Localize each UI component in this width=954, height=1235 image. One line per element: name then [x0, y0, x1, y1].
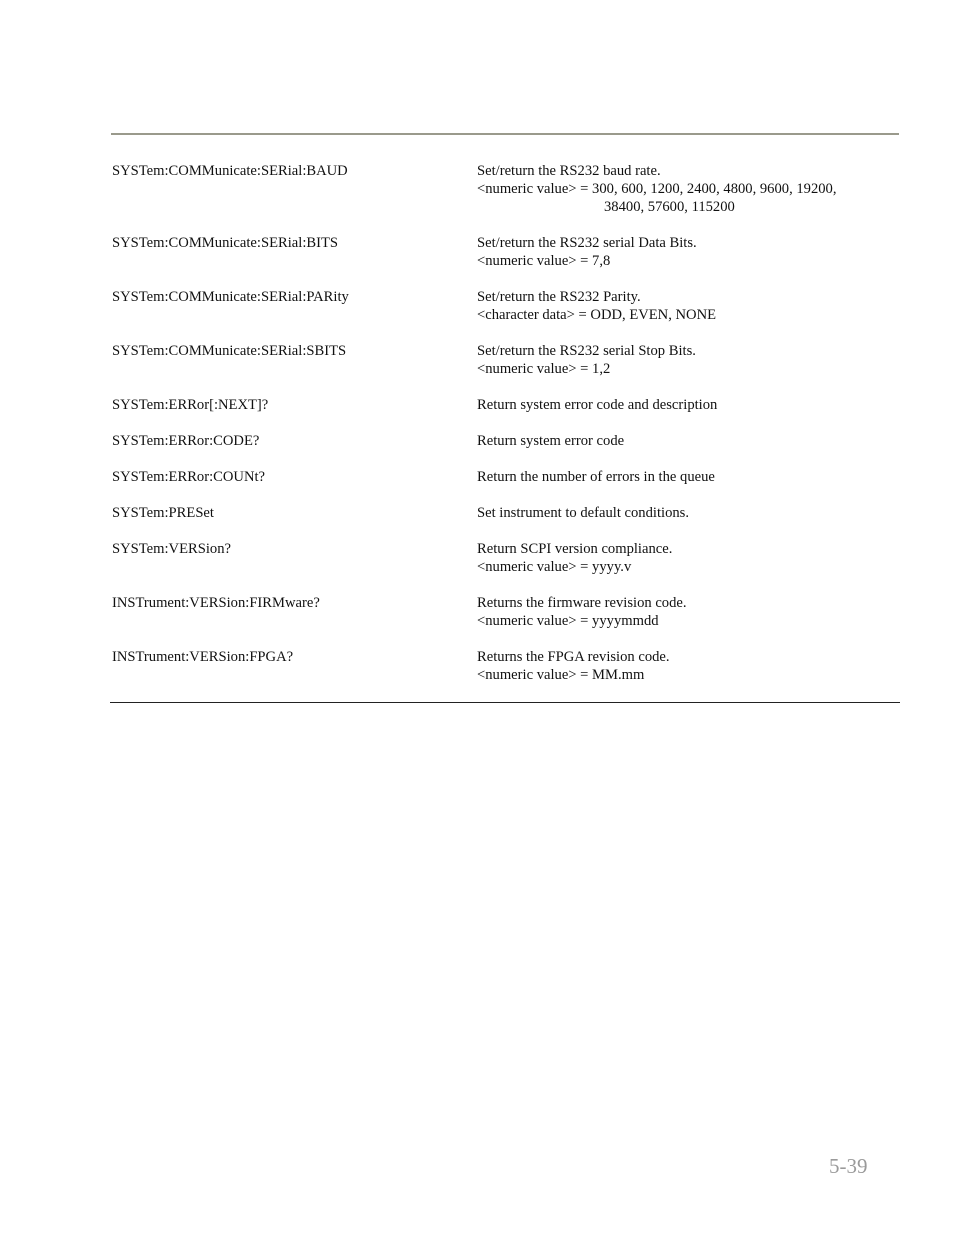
top-divider — [111, 133, 899, 135]
description-line: Return system error code — [477, 433, 625, 449]
description-line: Set/return the RS232 serial Stop Bits. — [477, 343, 696, 359]
description-line: Return the number of errors in the queue — [477, 469, 715, 485]
command-row — [112, 468, 892, 486]
description-line: Set/return the RS232 baud rate. — [477, 163, 661, 179]
command-description — [477, 288, 892, 324]
command-name: SYSTem:ERRor[:NEXT]? — [112, 397, 269, 413]
command-description — [477, 162, 892, 216]
command-name: SYSTem:PRESet — [112, 505, 214, 521]
command-name: SYSTem:VERSion? — [112, 541, 231, 557]
bottom-divider — [110, 702, 900, 703]
command-description — [477, 396, 892, 414]
command-description — [477, 468, 892, 486]
command-description — [477, 342, 892, 378]
command-row — [112, 432, 892, 450]
command-row — [112, 162, 892, 216]
command-description — [477, 594, 892, 630]
page-number: 5-39 — [829, 1154, 868, 1178]
command-row — [112, 648, 892, 684]
command-description — [477, 432, 892, 450]
command-row — [112, 342, 892, 378]
description-line: <numeric value> = 300, 600, 1200, 2400, 4800, 9600, 19200, — [477, 181, 837, 197]
command-description — [477, 648, 892, 684]
command-name: SYSTem:COMMunicate:SERial:SBITS — [112, 343, 347, 359]
description-line: Set/return the RS232 serial Data Bits. — [477, 235, 697, 251]
command-row — [112, 504, 892, 522]
description-line: <numeric value> = yyyymmdd — [477, 613, 659, 629]
command-name: SYSTem:ERRor:COUNt? — [112, 469, 266, 485]
description-line: Set instrument to default conditions. — [477, 505, 689, 521]
description-line: Return system error code and description — [477, 397, 718, 413]
command-name: SYSTem:COMMunicate:SERial:PARity — [112, 289, 349, 305]
command-name: SYSTem:ERRor:CODE? — [112, 433, 260, 449]
command-row — [112, 288, 892, 324]
description-line: Returns the firmware revision code. — [477, 595, 687, 611]
description-line: <numeric value> = MM.mm — [477, 667, 645, 683]
command-name: SYSTem:COMMunicate:SERial:BITS — [112, 235, 338, 251]
command-row — [112, 234, 892, 270]
command-row — [112, 594, 892, 630]
command-description — [477, 504, 892, 522]
command-row — [112, 396, 892, 414]
description-line: <numeric value> = 7,8 — [477, 253, 611, 269]
description-line: <character data> = ODD, EVEN, NONE — [477, 307, 717, 323]
command-table — [112, 162, 892, 684]
description-line: <numeric value> = 1,2 — [477, 361, 611, 377]
description-line: Return SCPI version compliance. — [477, 541, 673, 557]
description-line: Returns the FPGA revision code. — [477, 649, 670, 665]
command-description — [477, 540, 892, 576]
command-description — [477, 234, 892, 270]
command-name: INSTrument:VERSion:FIRMware? — [112, 595, 320, 611]
description-line: Set/return the RS232 Parity. — [477, 289, 641, 305]
command-row — [112, 540, 892, 576]
description-line: <numeric value> = yyyy.v — [477, 559, 632, 575]
command-name: SYSTem:COMMunicate:SERial:BAUD — [112, 163, 348, 179]
command-name: INSTrument:VERSion:FPGA? — [112, 649, 294, 665]
description-line: 38400, 57600, 115200 — [604, 199, 735, 215]
